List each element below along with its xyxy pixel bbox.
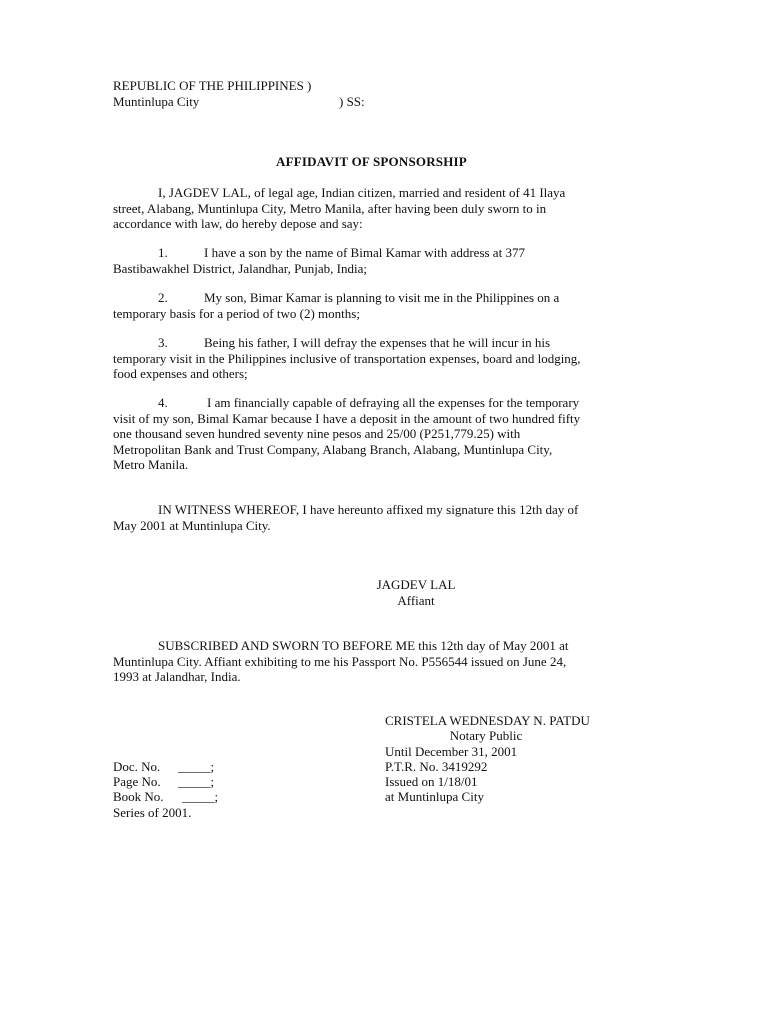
- item-line: food expenses and others;: [113, 366, 248, 381]
- notary-place: at Muntinlupa City: [385, 789, 484, 804]
- item-line: 2. My son, Bimar Kamar is planning to visit me in the Philippines on a: [158, 290, 560, 305]
- notary-ptr: P.T.R. No. 3419292: [385, 759, 488, 774]
- item-line: visit of my son, Bimal Kamar because I have a deposit in the amount of two hundred fifty: [113, 410, 581, 426]
- item-2: [113, 290, 658, 321]
- jurat-paragraph: [113, 638, 658, 685]
- item-line: 1. I have a son by the name of Bimal Kamar with address at 377: [158, 245, 525, 260]
- item-4: [113, 395, 658, 473]
- witness-paragraph: [113, 502, 658, 533]
- series-line: Series of 2001.: [113, 805, 192, 820]
- witness-line: May 2001 at Muntinlupa City.: [113, 517, 271, 533]
- document-title: AFFIDAVIT OF SPONSORSHIP: [276, 154, 467, 169]
- venue-republic: REPUBLIC OF THE PHILIPPINES ): [113, 78, 312, 93]
- notary-issued: Issued on 1/18/01: [385, 774, 478, 789]
- affiant-name: JAGDEV LAL: [376, 577, 456, 592]
- jurat-line: SUBSCRIBED AND SWORN TO BEFORE ME this 12th day of May 2001 at: [158, 638, 569, 653]
- venue-ss: ) SS:: [339, 94, 365, 109]
- intro-paragraph: [113, 185, 658, 232]
- item-line: 4. I am financially capable of defraying all the expenses for the temporary: [158, 395, 580, 410]
- page-no-label: Page No.: [113, 774, 161, 789]
- jurat-line: 1993 at Jalandhar, India.: [113, 669, 241, 684]
- item-1: [113, 245, 658, 276]
- item-line: Metropolitan Bank and Trust Company, Alabang Branch, Alabang, Muntinlupa City,: [113, 441, 553, 457]
- item-3: [113, 335, 658, 382]
- witness-line: IN WITNESS WHEREOF, I have hereunto affixed my signature this 12th day of: [158, 502, 579, 517]
- item-number: 1.: [158, 245, 168, 260]
- item-line: Metro Manila.: [113, 457, 189, 472]
- book-no-label: Book No.: [113, 789, 164, 804]
- item-line: 3. Being his father, I will defray the expenses that he will incur in his: [158, 335, 551, 350]
- notary-commission-until: Until December 31, 2001: [385, 744, 518, 759]
- affiant-role: Affiant: [397, 593, 435, 608]
- intro-line: accordance with law, do hereby depose and say:: [113, 216, 363, 231]
- item-line: Bastibawakhel District, Jalandhar, Punjab, India;: [113, 260, 368, 276]
- book-no-value: _____;: [182, 789, 219, 804]
- doc-no-value: _____;: [178, 759, 215, 774]
- jurat-line: Muntinlupa City. Affiant exhibiting to me his Passport No. P556544 issued on June 24,: [113, 653, 567, 669]
- item-number: 3.: [158, 335, 168, 350]
- notary-name: CRISTELA WEDNESDAY N. PATDU: [385, 713, 590, 728]
- item-line: one thousand seven hundred seventy nine pesos and 25/00 (P251,779.25) with: [113, 426, 521, 441]
- venue-city: Muntinlupa City: [113, 94, 200, 109]
- item-line: temporary visit in the Philippines inclusive of transportation expenses, board and lodging,: [113, 350, 581, 366]
- intro-line: street, Alabang, Muntinlupa City, Metro Manila, after having been duly sworn to in: [113, 200, 547, 216]
- page-no-value: _____;: [178, 774, 215, 789]
- doc-no-label: Doc. No.: [113, 759, 161, 774]
- item-line: temporary basis for a period of two (2) months;: [113, 305, 360, 321]
- item-number: 4.: [158, 395, 168, 410]
- notary-title: Notary Public: [449, 728, 523, 743]
- intro-line: I, JAGDEV LAL, of legal age, Indian citizen, married and resident of 41 Ilaya: [158, 185, 566, 200]
- item-number: 2.: [158, 290, 168, 305]
